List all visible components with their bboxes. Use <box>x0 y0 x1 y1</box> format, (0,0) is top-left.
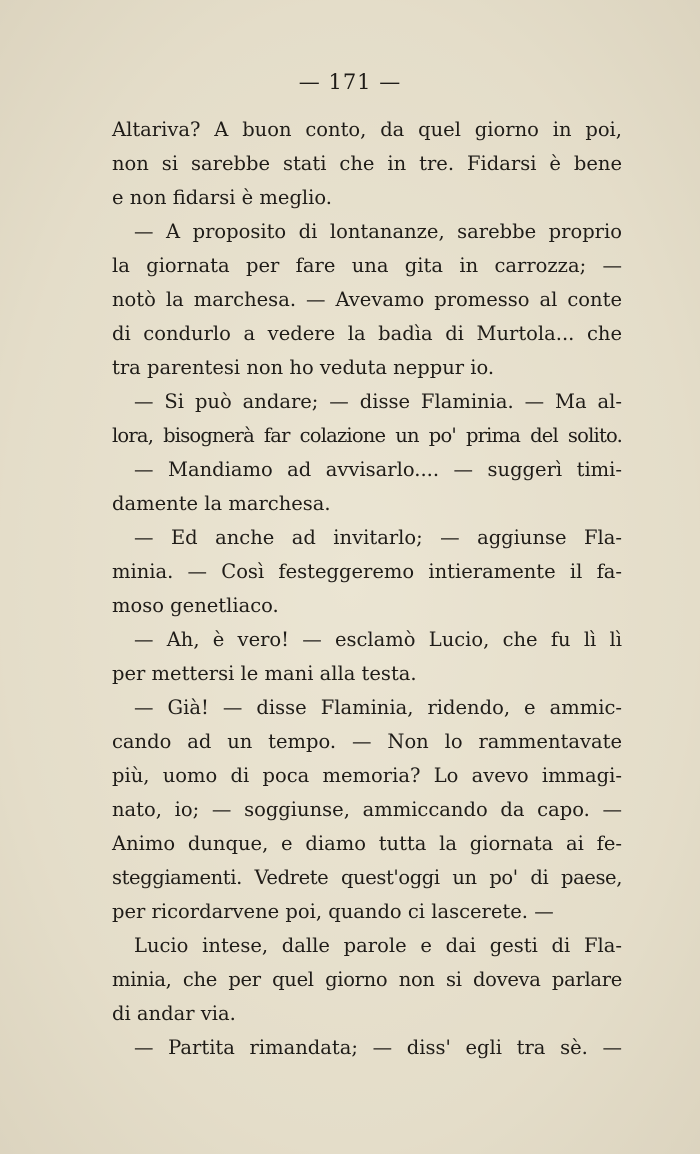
text-line: per ricordarvene poi, quando ci lascerete. — <box>112 900 554 923</box>
text-line: minia, che per quel giorno non si doveva parlare <box>112 968 622 991</box>
text-line: — Si può andare; — disse Flaminia. — Ma al- <box>134 390 622 413</box>
text-line: Altariva? A buon conto, da quel giorno in poi, <box>112 118 622 141</box>
text-line: cando ad un tempo. — Non lo rammentavate <box>112 730 622 753</box>
text-line: la giornata per fare una gita in carrozza; — <box>112 254 622 277</box>
text-line: — Ed anche ad invitarlo; — aggiunse Fla- <box>134 526 622 549</box>
text-line: minia. — Così festeggeremo intieramente il fa- <box>112 560 622 583</box>
text-line: nato, io; — soggiunse, ammiccando da capo. — <box>112 798 622 821</box>
text-line: moso genetliaco. <box>112 594 279 617</box>
text-line: non si sarebbe stati che in tre. Fidarsi è bene <box>112 152 622 175</box>
text-line: — Partita rimandata; — diss' egli tra sè. — <box>134 1036 622 1059</box>
text-line: di condurlo a vedere la badìa di Murtola... che <box>112 322 622 345</box>
text-line: — Già! — disse Flaminia, ridendo, e ammic- <box>134 696 622 719</box>
text-line: di andar via. <box>112 1002 236 1025</box>
text-line: più, uomo di poca memoria? Lo avevo immagi- <box>112 764 622 787</box>
text-line: Animo dunque, e diamo tutta la giornata ai fe- <box>112 832 622 855</box>
text-line: Lucio intese, dalle parole e dai gesti di Fla- <box>134 934 622 957</box>
text-line: tra parentesi non ho veduta neppur io. <box>112 356 495 379</box>
text-line: lora, bisognerà far colazione un po' prima del solito. <box>112 424 622 447</box>
text-line: per mettersi le mani alla testa. <box>112 662 417 685</box>
text-line: — A proposito di lontananze, sarebbe proprio <box>134 220 622 243</box>
text-line: e non fidarsi è meglio. <box>112 186 332 209</box>
page-number: — 171 — <box>298 70 402 94</box>
body-text <box>112 113 622 1065</box>
text-line: notò la marchesa. — Avevamo promesso al conte <box>112 288 622 311</box>
text-line: steggiamenti. Vedrete quest'oggi un po' di paese, <box>112 866 622 889</box>
text-line: — Ah, è vero! — esclamò Lucio, che fu lì lì <box>134 628 622 651</box>
text-line: — Mandiamo ad avvisarlo.... — suggerì timi- <box>134 458 622 481</box>
text-line: damente la marchesa. <box>112 492 331 515</box>
